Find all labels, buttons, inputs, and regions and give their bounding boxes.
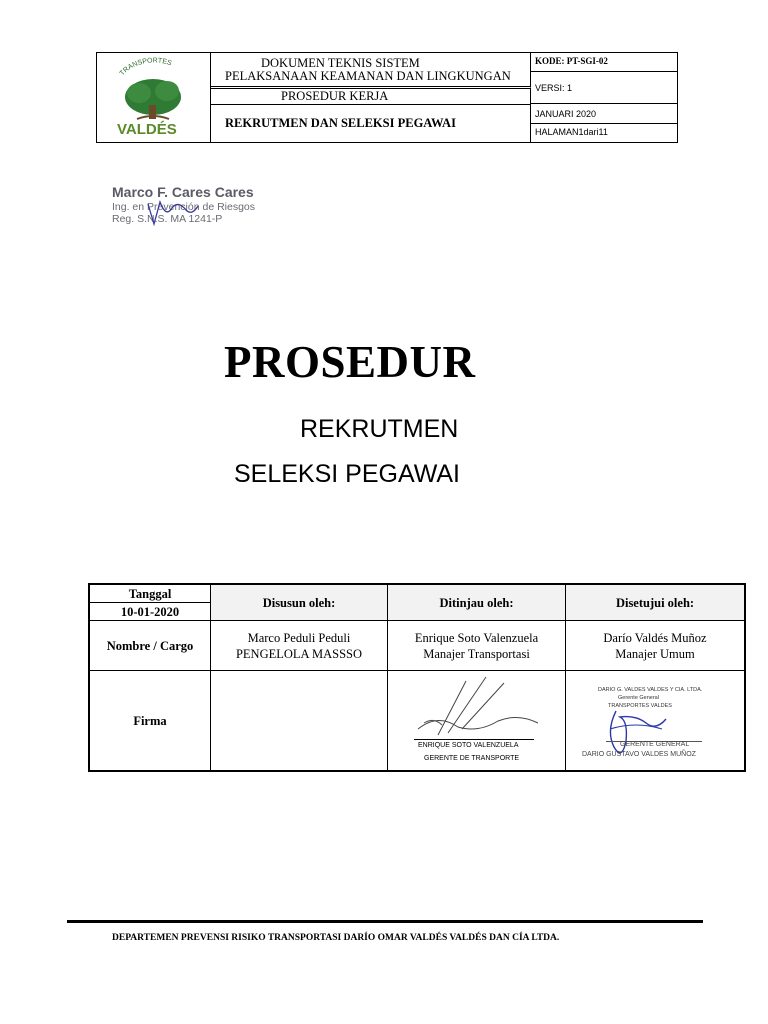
signature-icon — [408, 673, 548, 739]
doc-title-line2: PELAKSANAAN KEAMANAN DAN LINGKUNGAN — [225, 69, 511, 83]
approved-person — [566, 621, 744, 670]
footer-text: DEPARTEMEN PREVENSI RISIKO TRANSPORTASI DARÍO OMAR VALDÉS VALDÉS DAN CÍA LTDA. — [112, 933, 560, 943]
doc-date: JANUARI 2020 — [535, 109, 597, 119]
approved-sig-role: GERENTE GENERAL — [620, 741, 690, 748]
stamp-name: Marco F. Cares Cares — [112, 184, 254, 200]
reviewed-name: Enrique Soto Valenzuela — [414, 630, 539, 645]
reviewed-role: Manajer Transportasi — [423, 646, 530, 661]
prepared-person — [211, 621, 387, 670]
logo-top-text: TRANSPORTES — [118, 57, 173, 78]
doc-page-cell — [531, 124, 677, 142]
doc-subject-cell — [211, 105, 531, 142]
approved-signature — [566, 671, 744, 770]
doc-type: PROSEDUR KERJA — [281, 89, 389, 103]
prepared-name: Marco Peduli Peduli — [247, 630, 351, 645]
col-reviewed: Ditinjau oleh: — [388, 585, 565, 620]
approval-table — [88, 583, 746, 772]
footer-rule — [67, 920, 703, 923]
doc-version-cell — [531, 72, 677, 104]
signature-scribble-icon — [142, 194, 202, 228]
approved-stamp-line3: TRANSPORTES VALDES — [608, 703, 672, 709]
reviewed-signature — [388, 671, 565, 770]
main-subtitle-2: SELEKSI PEGAWAI — [234, 460, 461, 488]
approved-stamp-line2: Gerente General — [618, 695, 659, 701]
engineer-stamp — [112, 184, 262, 236]
doc-subject: REKRUTMEN DAN SELEKSI PEGAWAI — [225, 116, 456, 130]
svg-text:TRANSPORTES — [119, 57, 173, 77]
document-header — [96, 52, 678, 143]
doc-page: HALAMAN1dari11 — [535, 127, 608, 137]
prepared-role: PENGELOLA MASSSO — [235, 646, 363, 661]
col-approved: Disetujui oleh: — [566, 585, 744, 620]
doc-code: KODE: PT-SGI-02 — [535, 56, 608, 66]
approved-name: Darío Valdés Muñoz — [603, 630, 707, 645]
date-value: 10-01-2020 — [120, 604, 180, 619]
doc-title-cell — [211, 53, 531, 89]
doc-title-line1: DOKUMEN TEKNIS SISTEM — [261, 56, 420, 70]
reviewed-person — [388, 621, 565, 670]
row-sign-label: Firma — [133, 713, 167, 728]
doc-code-cell — [531, 53, 677, 72]
main-subtitle-1: REKRUTMEN — [300, 415, 459, 443]
tree-logo-icon — [97, 53, 209, 141]
main-title: PROSEDUR — [224, 337, 476, 387]
col-prepared: Disusun oleh: — [211, 585, 387, 620]
approved-sig-name: DARIO GUSTAVO VALDES MUÑOZ — [582, 751, 696, 758]
signature-line — [414, 739, 534, 740]
doc-version: VERSI: 1 — [535, 83, 573, 93]
doc-type-cell — [211, 89, 531, 105]
reviewed-sig-name: ENRIQUE SOTO VALENZUELA — [418, 742, 519, 749]
reviewed-sig-role: GERENTE DE TRANSPORTE — [424, 755, 520, 762]
logo-name: VALDÉS — [117, 121, 177, 138]
date-label: Tanggal — [128, 586, 172, 601]
company-logo — [97, 53, 211, 142]
row-name-label: Nombre / Cargo — [106, 638, 194, 653]
prepared-signature — [211, 671, 387, 770]
doc-date-cell — [531, 104, 677, 124]
approved-role: Manajer Umum — [615, 646, 695, 661]
stamp-line3: Reg. S.N.S. MA 1241-P — [112, 213, 223, 225]
stamp-line2: Ing. en Prevención de Riesgos — [112, 201, 256, 213]
approved-stamp-line1: DARIO G. VALDES VALDES Y CIA. LTDA. — [598, 687, 703, 693]
